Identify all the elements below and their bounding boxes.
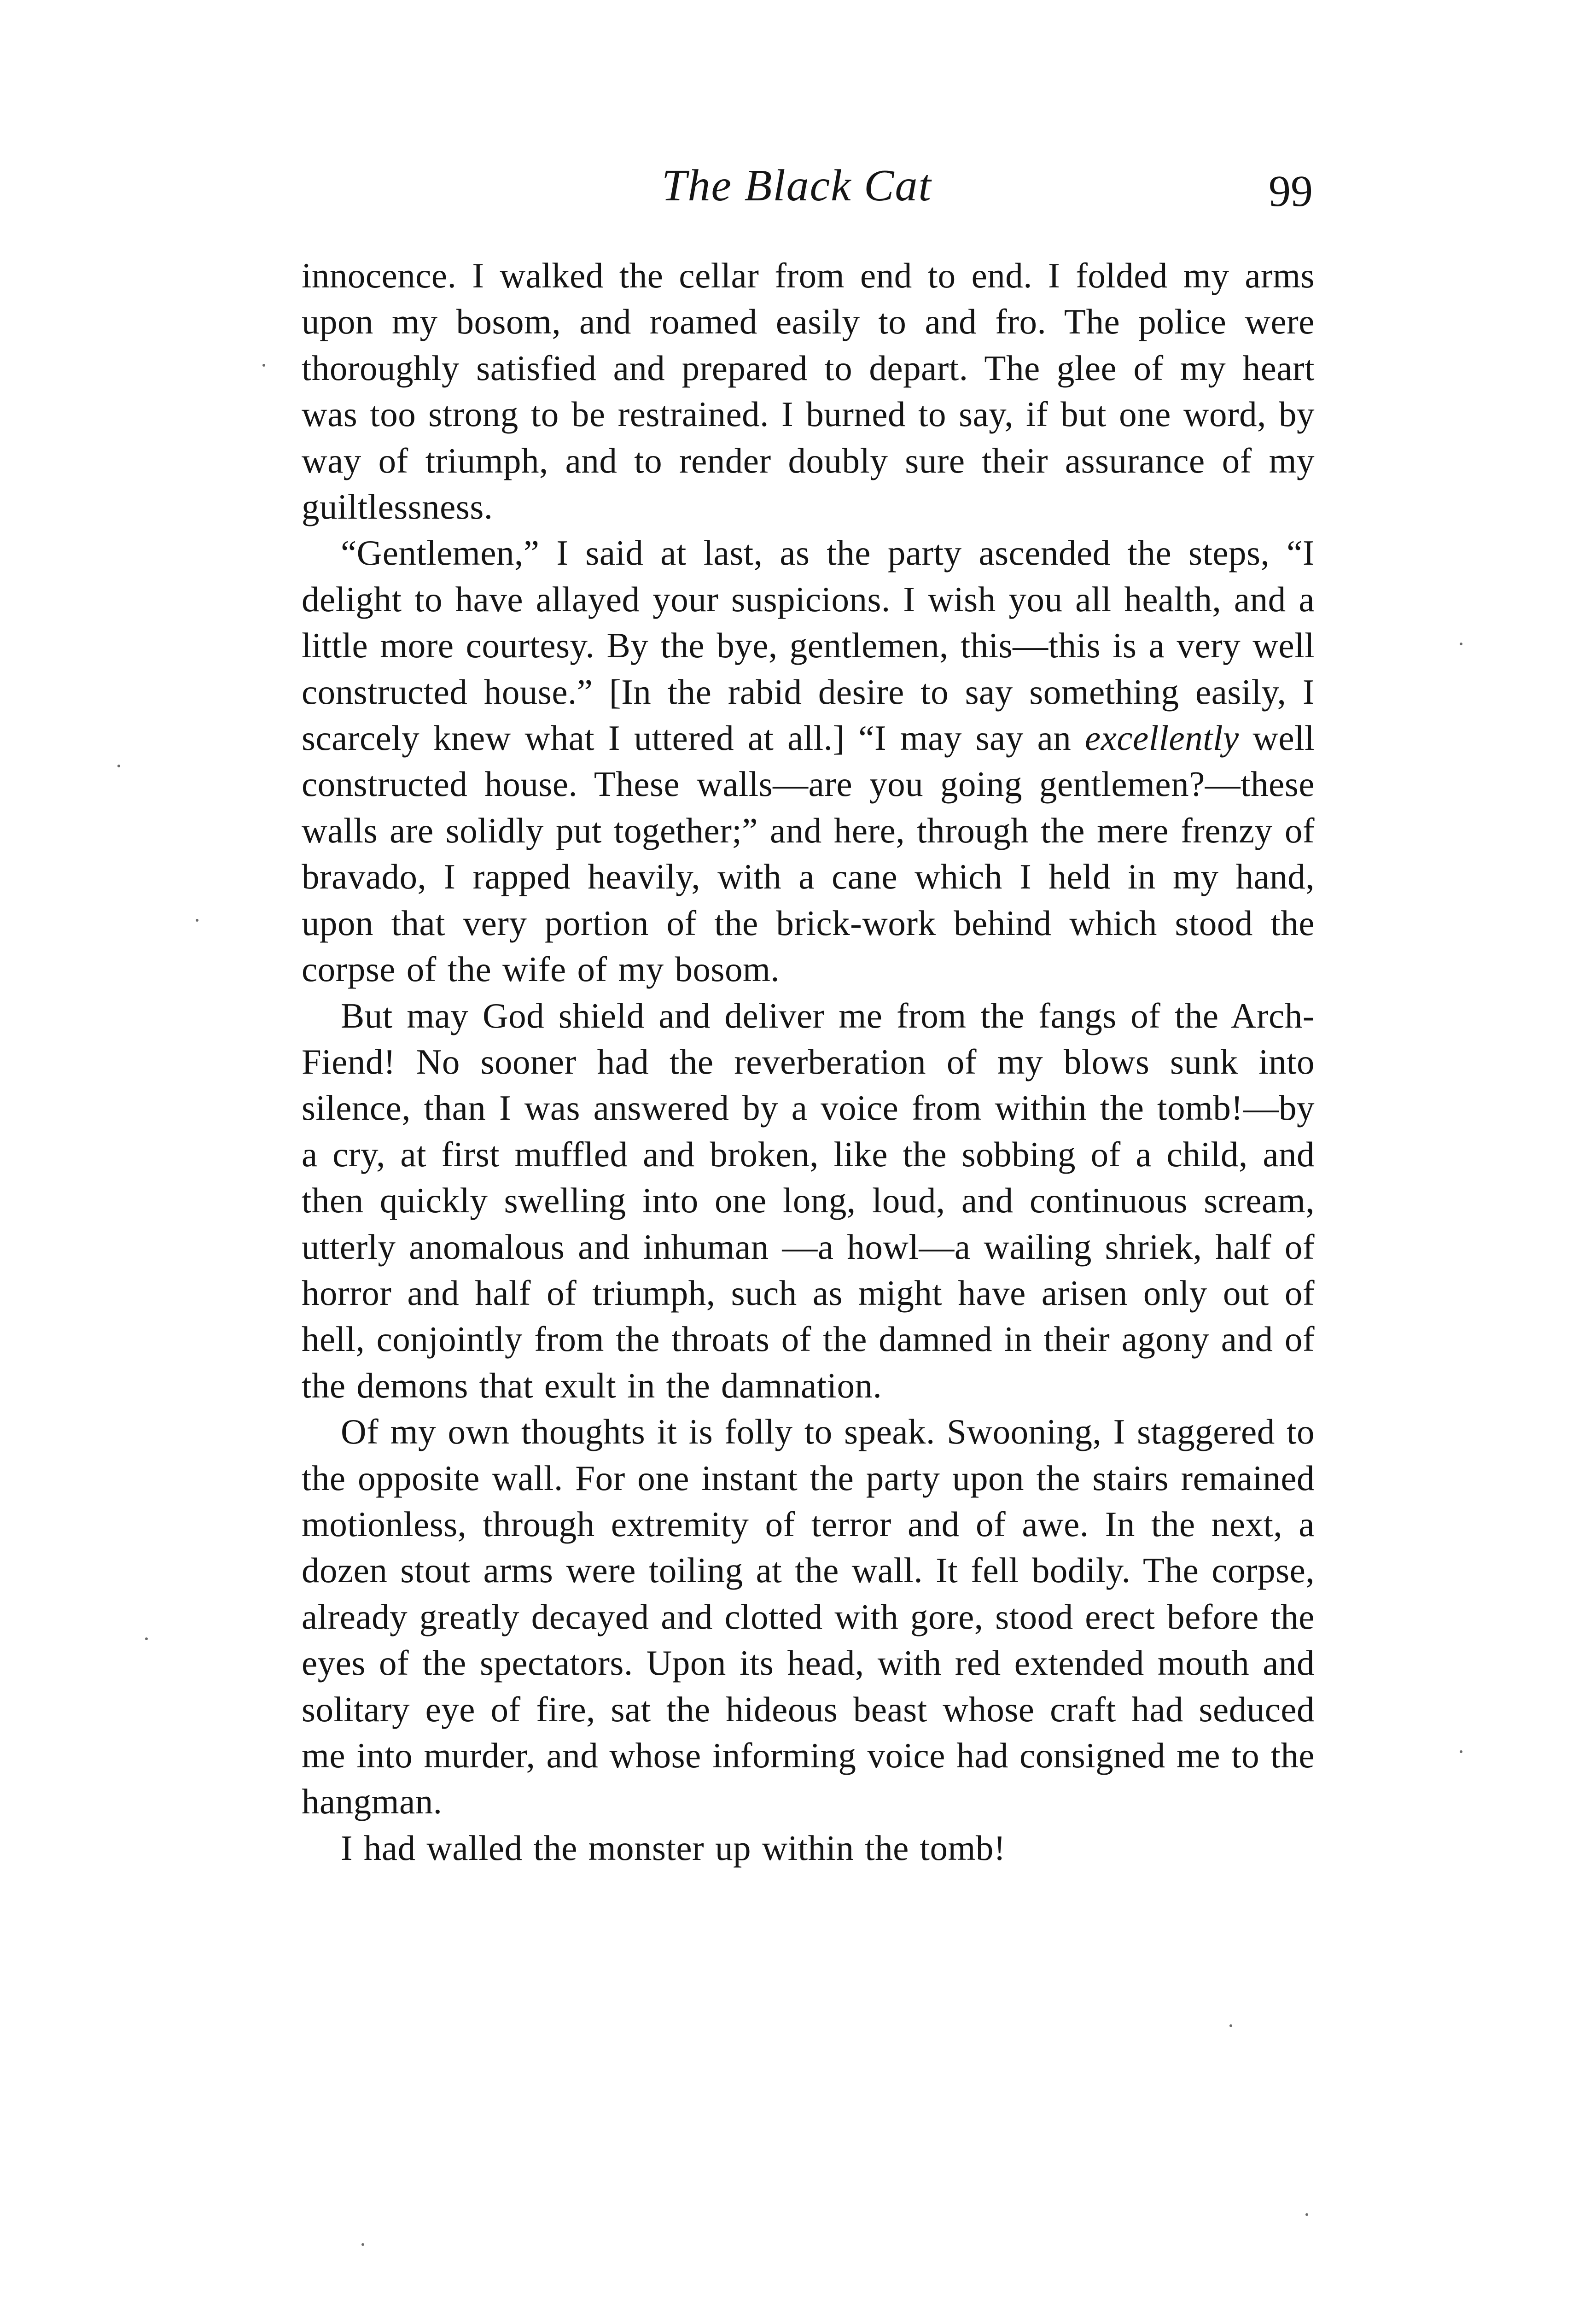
page-number: 99 (1269, 166, 1313, 216)
print-speck (145, 1637, 148, 1640)
paragraph-2-emphasis: excellently (1085, 718, 1239, 758)
paragraph-4: Of my own thoughts it is folly to speak. Swooning, I staggered to the opposite wall. For one instant the party upon the stairs remained motionless, through extremity of terror and of awe. In the next, a dozen stout arms were toiling at the wall. It fell bodily. The corpse, already greatly decayed and clotted with gore, stood erect before the eyes of the spectators. Upon its head, with red extended mouth and solitary eye of fire, sat the hideous beast whose craft had seduced me into murder, and whose informing voice had consigned me to the hangman. (302, 1412, 1315, 1822)
print-speck (1460, 643, 1462, 645)
running-title: The Black Cat (662, 161, 932, 210)
paragraph-2-part-1: “Gentlemen,” I said at last, as the party ascended the steps, “I delight to have allayed your suspicions. I wish you all health, and a little more courtesy. By the bye, gentlemen, this—this is a very well constructed house.” [In the rabid desire to say something easily, I scarcely knew what I uttered at all.] “I may say an (302, 533, 1315, 758)
paragraph-5: I had walled the monster up within the tomb! (341, 1828, 1006, 1868)
paragraph-3: But may God shield and deliver me from the fangs of the Arch-Fiend! No sooner had the reverberation of my blows sunk into silence, than I was answered by a voice from within the tomb!—by a cry, at first muffled and broken, like the sobbing of a child, and then quickly swelling into one long, loud, and continuous scream, utterly anomalous and inhuman —a howl—a wailing shriek, half of horror and half of triumph, such as might have arisen only out of hell, conjointly from the throats of the damned in their agony and of the demons that exult in the damnation. (302, 995, 1315, 1405)
running-head (0, 156, 1596, 216)
print-speck (117, 765, 120, 767)
paragraph-2-part-2: well constructed house. These walls—are you going gentlemen?—these walls are solidly put together;” and here, through the mere frenzy of bravado, I rapped heavily, with a cane which I held in my hand, upon that very portion of the brick-work behind which stood the corpse of the wife of my bosom. (302, 718, 1315, 989)
print-speck (1229, 2024, 1232, 2027)
paragraph-2 (302, 530, 1315, 992)
print-speck (262, 364, 265, 367)
print-speck (361, 2243, 364, 2246)
print-speck (196, 919, 198, 922)
body-text (302, 252, 1315, 1871)
paragraph-1: innocence. I walked the cellar from end to end. I folded my arms upon my bosom, and roamed easily to and fro. The police were thoroughly satisfied and prepared to depart. The glee of my heart was too strong to be restrained. I burned to say, if but one word, by way of triumph, and to render doubly sure their assurance of my guiltlessness. (302, 256, 1315, 527)
print-speck (1305, 2213, 1308, 2216)
print-speck (1460, 1750, 1462, 1753)
